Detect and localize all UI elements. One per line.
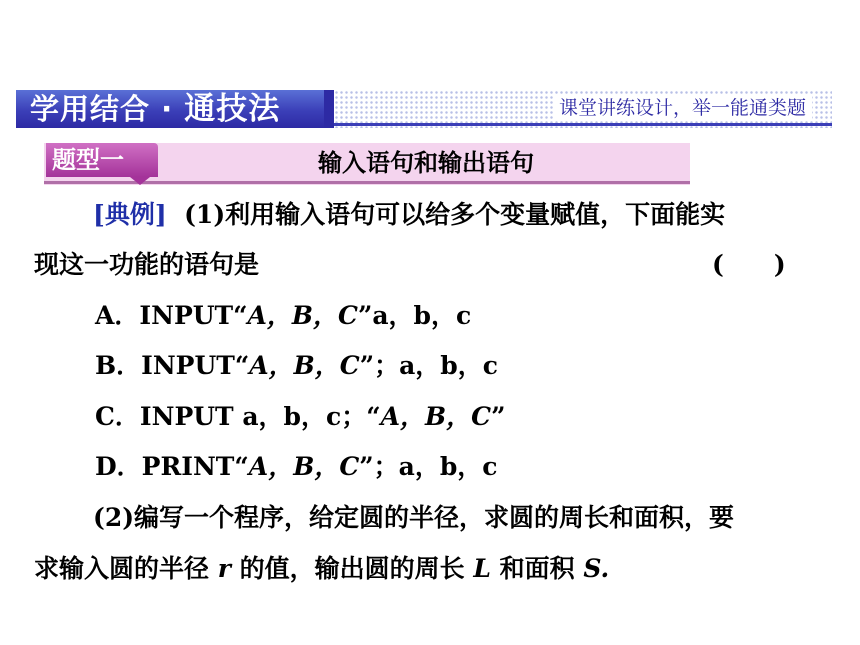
question-line-2: 现这一功能的语句是	[34, 250, 260, 279]
section-badge-tail	[130, 177, 150, 185]
example-tag: [典例]	[93, 200, 167, 229]
header-title-prefix: 学用结合 ·	[30, 92, 185, 126]
header-title-bold: 通技法	[184, 91, 281, 127]
question-line-1	[93, 199, 725, 231]
option-b: B．INPUT“A，B，C”；a，b，c	[95, 351, 498, 380]
option-a: A．INPUT“A，B，C”a，b，c	[95, 301, 472, 330]
question-text-1: (1)利用输入语句可以给多个变量赋值，下面能实	[184, 200, 726, 229]
header-tagline: 课堂讲练设计，举一能通类题	[553, 95, 812, 121]
var-L: L	[473, 554, 491, 583]
answer-bracket: ( )	[712, 250, 786, 279]
section-title: 输入语句和输出语句	[318, 149, 534, 177]
part2-line-1: (2)编写一个程序，给定圆的半径，求圆的周长和面积，要	[93, 503, 735, 532]
header-rule	[334, 123, 832, 126]
option-d: D．PRINT“A，B，C”；a，b，c	[95, 452, 498, 481]
header-band	[16, 90, 832, 128]
part2-line-2: 求输入圆的半径 r 的值，输出圆的周长 L 和面积 S.	[34, 554, 610, 583]
var-S: S.	[583, 554, 610, 583]
option-c: C．INPUT a，b，c；“A，B，C”	[95, 402, 506, 431]
section-badge-label: 题型一	[52, 146, 124, 174]
header-title	[30, 90, 280, 128]
var-r: r	[217, 554, 231, 583]
